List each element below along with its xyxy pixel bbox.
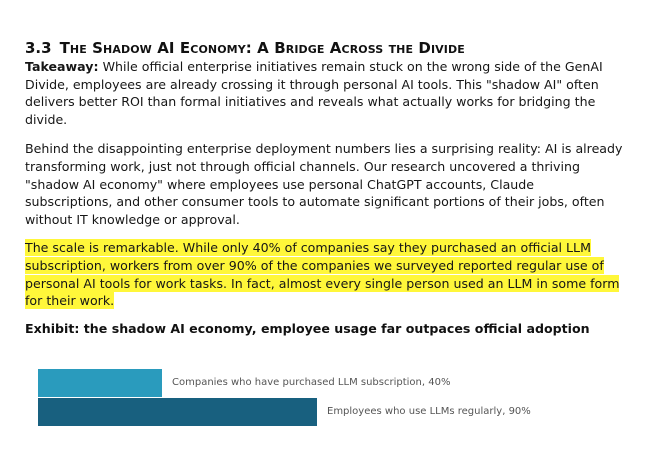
exhibit-title: Exhibit: the shadow AI economy, employee usage far outpaces official adoption bbox=[25, 320, 590, 336]
chart-bar-label-1: Companies who have purchased LLM subscription, 40% bbox=[172, 377, 451, 388]
chart-bar-2 bbox=[38, 398, 317, 426]
highlighted-paragraph bbox=[25, 239, 625, 309]
exhibit-bar-chart bbox=[38, 369, 628, 429]
document-page bbox=[25, 38, 625, 337]
chart-bar-label-2: Employees who use LLMs regularly, 90% bbox=[327, 406, 531, 417]
takeaway-paragraph bbox=[25, 58, 625, 128]
chart-bar-1 bbox=[38, 369, 162, 397]
body-paragraph: Behind the disappointing enterprise deployment numbers lies a surprising reality: AI is already transforming work, just not through official channels. Our research uncovered a thriving "shadow AI economy" where employees use personal ChatGPT accounts, Claude subscriptions, and other consumer tools to automate significant portions of their jobs, often without IT knowledge or approval. bbox=[25, 141, 623, 227]
takeaway-label: Takeaway: bbox=[25, 59, 99, 74]
highlighted-text: The scale is remarkable. While only 40% of companies say they purchased an official LLM subscription, workers from over 90% of the companies we surveyed reported regular use of personal AI tools for work tasks. In fact, almost every single person used an LLM in some form for their work. bbox=[25, 240, 620, 309]
section-heading bbox=[25, 38, 625, 58]
takeaway-text: While official enterprise initiatives remain stuck on the wrong side of the GenAI Divide, employees are already crossing it through personal AI tools. This "shadow AI" often delivers better ROI than formal initiatives and reveals what actually works for bridging the divide. bbox=[25, 59, 603, 127]
section-title: The Shadow AI Economy: A Bridge Across the Divide bbox=[59, 39, 465, 57]
section-number: 3.3 bbox=[25, 39, 52, 57]
